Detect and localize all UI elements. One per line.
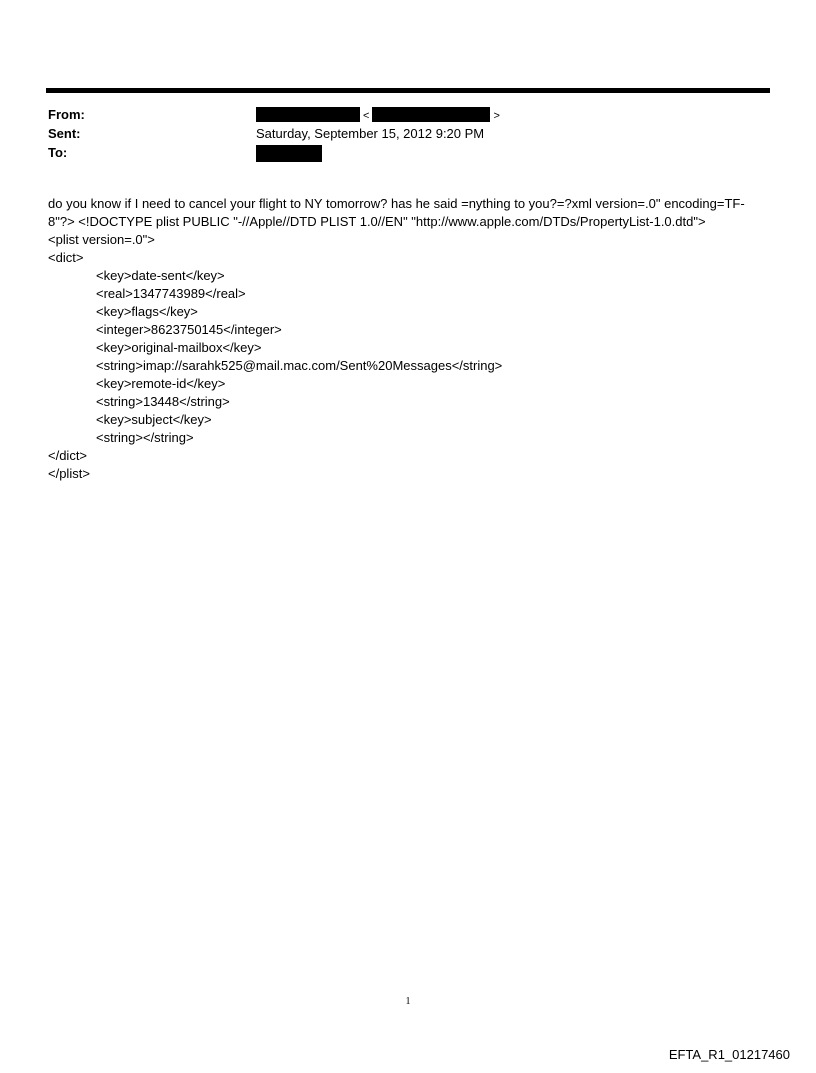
redacted-recipient	[256, 145, 322, 162]
from-label: From:	[48, 107, 85, 122]
dict-line: <key>flags</key>	[96, 304, 198, 319]
dict-line: <key>subject</key>	[96, 412, 212, 427]
dict-line: <string>13448</string>	[96, 394, 230, 409]
dict-line: <string>imap://sarahk525@mail.mac.com/Sent%20Messages</string>	[96, 358, 503, 373]
dict-close-line: </dict>	[48, 448, 88, 463]
to-row	[48, 144, 768, 162]
to-value	[256, 144, 322, 162]
header-rule	[46, 88, 770, 93]
from-open-angle: <	[363, 110, 370, 122]
plist-open-line: <plist version=.0">	[48, 232, 155, 247]
from-value	[256, 106, 503, 125]
message-body	[48, 195, 774, 483]
dict-line: <key>date-sent</key>	[96, 268, 225, 283]
body-line: 8"?> <!DOCTYPE plist PUBLIC "-//Apple//DTD PLIST 1.0//EN" "http://www.apple.com/DTDs/PropertyList-1.0.dtd">	[48, 214, 706, 229]
dict-line: <key>remote-id</key>	[96, 376, 226, 391]
dict-line: <string></string>	[96, 430, 194, 445]
dict-line: <key>original-mailbox</key>	[96, 340, 262, 355]
redacted-sender-name	[256, 107, 360, 122]
dict-open-line: <dict>	[48, 250, 84, 265]
redacted-sender-email	[372, 107, 490, 122]
body-line: do you know if I need to cancel your flight to NY tomorrow? has he said =nything to you?=?xml version=.0" encoding=TF-	[48, 196, 745, 211]
dict-line: <integer>8623750145</integer>	[96, 322, 282, 337]
from-row	[48, 106, 768, 124]
sent-label: Sent:	[48, 126, 81, 141]
to-label: To:	[48, 145, 68, 160]
sent-value: Saturday, September 15, 2012 9:20 PM	[256, 126, 485, 141]
page-number: 1	[405, 996, 411, 1007]
plist-close-line: </plist>	[48, 466, 90, 481]
from-close-angle: >	[493, 110, 500, 122]
document-id: EFTA_R1_01217460	[668, 1047, 790, 1062]
dict-line: <real>1347743989</real>	[96, 286, 246, 301]
sent-row	[48, 125, 768, 143]
